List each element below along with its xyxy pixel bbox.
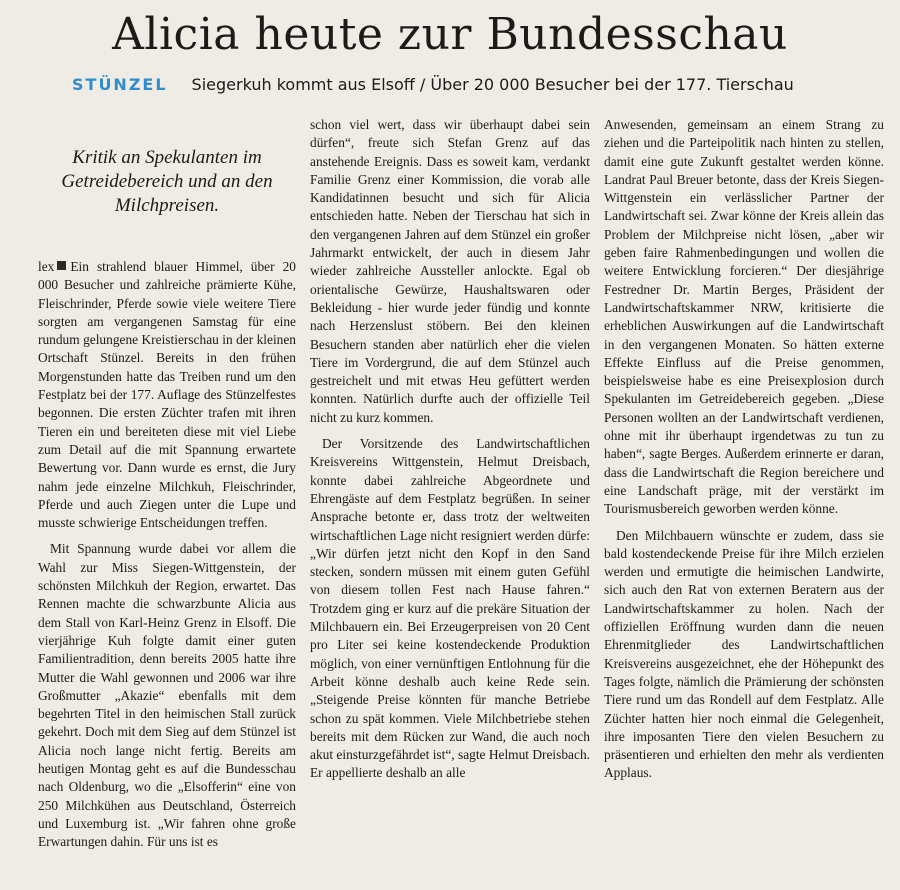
column-3 <box>604 116 884 882</box>
column-1 <box>16 116 296 882</box>
headline: Alicia heute zur Bundesschau <box>112 9 788 60</box>
paragraph: Der Vorsitzende des Landwirtschaftlichen Kreisvereins Wittgenstein, Helmut Dreisbach, konnte dabei zahlreiche Abgeordnete und Ehrengäste auf dem Festplatz begrüßen. In seiner Ansprache betonte er, dass trotz der weltweiten wirtschaftlichen Lage nicht resigniert werden dürfe: „Wir dürfen jetzt nicht den Kopf in den Sand stecken, sondern müssen mit einem guten Gefühl von diesem tollen Fest nach Hause fahren.“ Trotzdem ging er kurz auf die prekäre Situation der Milchbauern ein. Bei Erzeugerpreisen von 20 Cent pro Liter sei keine kostendeckende Produktion möglich, von einer vernünftigen Entlohnung für die Arbeit könne deshalb auch keine Rede sein. „Steigende Preise könnten für manche Betriebe schon zu spät kommen. Viele Milchbetriebe stehen bereits mit dem Rücken zur Wand, die auch noch akut einsturzgefährdet ist“, sagte Helmut Dreisbach. Er appellierte deshalb an alle <box>310 436 590 781</box>
paragraph <box>38 258 296 532</box>
paragraph: Anwesenden, gemeinsam an einem Strang zu ziehen und die Parteipolitik nach hinten zu stellen, damit eine gute Zukunft gestaltet werden könne. Landrat Paul Breuer betonte, dass der Kreis Siegen-Wittgenstein ein verlässlicher Partner der Landwirtschaft sei. Zwar könne der Kreis allein das Problem der Milchpreise nicht lösen, „aber wir geben faire Rahmenbedingungen und wollen die weitere Entwicklung forcieren.“ Der diesjährige Festredner Dr. Martin Berges, Präsident der Landwirtschaftskammer NRW, kritisierte die erheblichen Auswirkungen auf die Landwirtschaft in den vergangenen Monaten. So hätten externe Effekte Einfluss auf die Preise genommen, beispielsweise habe es eine Preisexplosion durch Spekulanten im Getreidebereich gegeben. „Diese Personen wollten an der Landwirtschaft verdienen, ohne mit ihr überhaupt irgendetwas zu tun zu haben“, sagte Berges. Außerdem erinnerte er daran, dass die Landwirtschaft die Region bereichere und eine Landschaft präge, mit der verstärkt im Tourismusbereich geworben werden könne. <box>604 117 884 517</box>
kicker-location: STÜNZEL <box>72 74 168 94</box>
paragraph-text: Ein strahlend blauer Himmel, über 20 000 Besucher und zahlreiche prämierte Kühe, Fleischrinder, Pferde sowie viele weitere Tiere sorgten am vergangenen Samstag für eine rundum gelungene Kreistierschau in der kleinen Ortschaft Stünzel. Bereits in den frühen Morgenstunden hatte das Treiben rund um den Festplatz bei der 177. Auflage des Stünzelfestes begonnen. Die ersten Züchter trafen mit ihren Tieren ein und bereiteten diese mit viel Liebe zum Detail auf die mit Spannung erwartete Bewertung vor. Dann wurde es ernst, die Jury nahm jede einzelne Milchkuh, Fleischrinder, Pferde und auch Ziegen unter die Lupe und musste schwierige Entscheidungen treffen. <box>38 259 296 531</box>
author-tag: lex <box>38 259 55 274</box>
teaser-quote: Kritik an Spekulanten im Getreidebereich und an den Milchpreisen. <box>61 147 273 216</box>
article-columns <box>16 116 884 882</box>
paragraph: Mit Spannung wurde dabei vor allem die Wahl zur Miss Siegen-Wittgenstein, der schönsten Milchkuh der Region, erwartet. Das Rennen machte die schwarzbunte Alicia aus dem Stall von Karl-Heinz Grenz in Elsoff. Die vierjährige Kuh folgte damit einer guten Familientradition, denn bereits 2005 hatte ihre Mutter die Wahl gewonnen und 2006 war ihre Großmutter „Akazie“ ebenfalls mit dem begehrten Titel in den heimischen Stall zurück gekehrt. Doch mit dem Sieg auf dem Stünzel ist Alicia noch lange nicht fertig. Bereits am heutigen Montag geht es auf die Bundesschau nach Oldenburg, wo die „Elsofferin“ eine von 250 Milchkühen aus Deutschland, Österreich und Luxemburg ist. „Wir fahren ohne große Erwartungen dahin. Für uns ist es <box>38 541 296 850</box>
subline <box>72 66 884 102</box>
column-2 <box>310 116 590 882</box>
deck-subheadline: Siegerkuh kommt aus Elsoff / Über 20 000 Besucher bei der 177. Tierschau <box>191 74 794 94</box>
paragraph: schon viel wert, dass wir überhaupt dabei sein dürfen“, freute sich Stefan Grenz auf das anstehende Ereignis. Dass es soweit kam, verdankt Familie Grenz einer Kommission, die vorab alle Kandidatinnen besucht und sich für Alicia entschieden hatte. Neben der Tierschau hat sich in den vergangenen Jahren auf dem Stünzel ein großer Jahrmarkt entwickelt, der auch in diesem Jahr wieder zahlreiche Aussteller anlockte. Egal ob orientalische Gewürze, Haushaltswaren oder Bekleidung - hier wurde jeder fündig und konnte nach Herzenslust stöbern. Bei den kleinen Besuchern standen aber natürlich eher die vielen Tiere im Vordergrund, die auf dem Stünzel auch gestreichelt und mit etwas Heu gefüttert werden konnten. Natürlich durfte auch der offizielle Teil nicht zu kurz kommen. <box>310 117 590 425</box>
author-marker-icon <box>57 261 66 270</box>
paragraph: Den Milchbauern wünschte er zudem, dass sie bald kostendeckende Preise für ihre Milch erzielen werden und ermutigte die heimischen Landwirte, sich auch den Rat von externen Beratern aus der Landwirtschaftskammer zu holen. Nach der offiziellen Eröffnung wurden dann die neuen Ehrenmitglieder des Landwirtschaftlichen Kreisvereins ausgezeichnet, ehe der Höhepunkt des Tages folgte, nämlich die Prämierung der schönsten Tiere rund um das Rondell auf dem Festplatz. Alle Züchter hatten hier noch einmal die Gelegenheit, ihre imposanten Tiere den vielen Besuchern zu präsentieren und erhielten den mehr als verdienten Applaus. <box>604 527 884 781</box>
